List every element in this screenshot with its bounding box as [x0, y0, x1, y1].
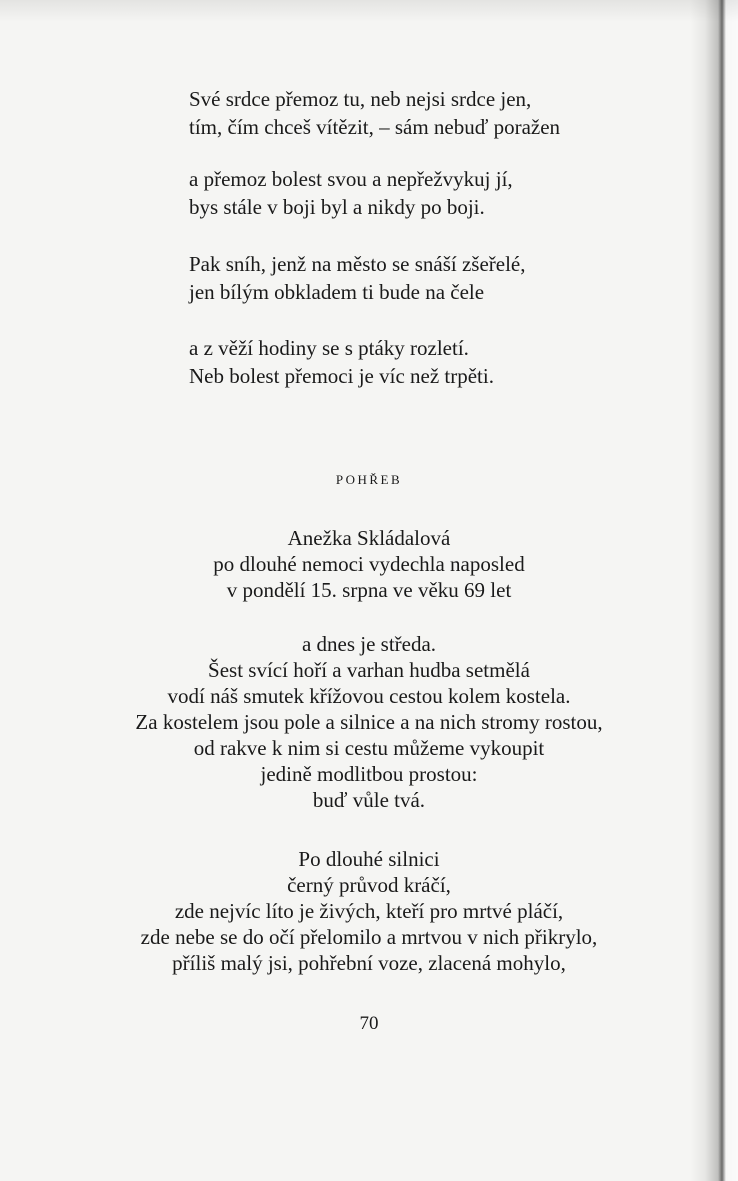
poem-line: Za kostelem jsou pole a silnice a na nich stromy rostou,: [135, 710, 603, 734]
poem-line: bys stále v boji byl a nikdy po boji.: [189, 195, 485, 219]
page-number: 70: [359, 1013, 379, 1034]
poem-line: Po dlouhé silnici: [298, 847, 440, 871]
poem-line: zde nejvíc líto je živých, kteří pro mrtvé pláčí,: [174, 899, 564, 923]
poem-line: černý průvod kráčí,: [287, 873, 451, 897]
poem-line: vodí náš smutek křížovou cestou kolem kostela.: [167, 684, 571, 708]
poem-line: buď vůle tvá.: [312, 788, 426, 812]
poem-line: a dnes je středa.: [301, 632, 437, 656]
poem-title: POHŘEB: [335, 472, 403, 487]
poem-line: jen bílým obkladem ti bude na čele: [189, 280, 485, 304]
poem-line: a z věží hodiny se s ptáky rozletí.: [189, 336, 469, 360]
poem-line: Šest svící hoří a varhan hudba setmělá: [208, 658, 530, 682]
poem-line: v pondělí 15. srpna ve věku 69 let: [226, 578, 512, 602]
poem-line: Anežka Skládalová: [287, 526, 451, 550]
poem-line: tím, čím chceš vítězit, – sám nebuď poražen: [189, 115, 561, 139]
poem-line: jedině modlitbou prostou:: [260, 762, 478, 786]
poem-line: po dlouhé nemoci vydechla naposled: [213, 552, 525, 576]
poem-line: Pak sníh, jenž na město se snáší zšeřelé,: [189, 252, 526, 276]
poem-line: a přemoz bolest svou a nepřežvykuj jí,: [189, 167, 513, 191]
poem-line: od rakve k nim si cestu můžeme vykoupit: [193, 736, 545, 760]
poem-line: zde nebe se do očí přelomilo a mrtvou v nich přikrylo,: [140, 925, 598, 949]
poem-line: příliš malý jsi, pohřební voze, zlacená mohylo,: [172, 951, 566, 975]
poem-line: Své srdce přemoz tu, neb nejsi srdce jen,: [189, 87, 532, 111]
poem-line: Neb bolest přemoci je víc než trpěti.: [189, 364, 494, 388]
